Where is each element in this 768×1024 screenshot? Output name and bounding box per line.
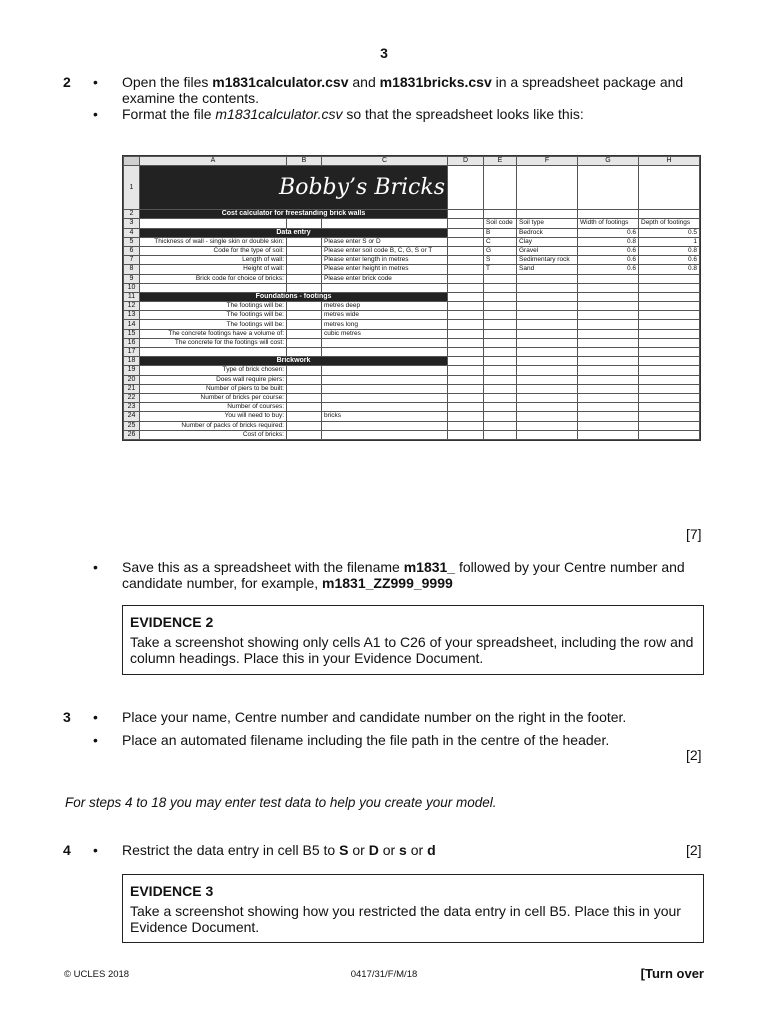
soil-header: Depth of footings: [639, 219, 700, 228]
label-cell: The footings will be:: [140, 311, 287, 320]
cell: [448, 166, 484, 210]
cell: [287, 256, 322, 265]
cell: [639, 393, 700, 402]
cell: [517, 338, 578, 347]
section-data-entry: Data entry: [140, 228, 448, 237]
col-header: C: [322, 157, 448, 166]
label-cell: Type of brick chosen:: [140, 366, 287, 375]
row-header: 22: [124, 393, 140, 402]
cell: [484, 338, 517, 347]
label-cell: The footings will be:: [140, 320, 287, 329]
cell: [578, 210, 639, 219]
q4-value: S: [339, 842, 349, 858]
cell: [287, 246, 322, 255]
row-header: 13: [124, 311, 140, 320]
row-header: 23: [124, 403, 140, 412]
soil-width: 0.6: [578, 265, 639, 274]
cell: [517, 166, 578, 210]
q4-or: or: [378, 842, 400, 858]
cell: [578, 338, 639, 347]
cell: [448, 237, 484, 246]
q3-marks: [2]: [686, 747, 702, 763]
label-cell: Brick code for choice of bricks:: [140, 274, 287, 283]
soil-type: Bedrock: [517, 228, 578, 237]
cell: [484, 430, 517, 439]
label-cell: Does wall require piers:: [140, 375, 287, 384]
label-cell: Number of piers to be built:: [140, 384, 287, 393]
cell: [639, 384, 700, 393]
cell: [639, 274, 700, 283]
cell: [484, 302, 517, 311]
cell: [448, 265, 484, 274]
soil-type: Gravel: [517, 246, 578, 255]
col-header: H: [639, 157, 700, 166]
steps-note: For steps 4 to 18 you may enter test data to help you create your model.: [65, 795, 497, 810]
soil-header: Soil type: [517, 219, 578, 228]
cell: [322, 338, 448, 347]
cell: [484, 348, 517, 357]
cell: [639, 375, 700, 384]
q2-bullet-3: [122, 559, 704, 591]
row-header: 3: [124, 219, 140, 228]
evidence-3-body: Take a screenshot showing how you restricted the data entry in cell B5. Place this in your Evidence Document.: [130, 903, 681, 935]
cell: [322, 421, 448, 430]
bullet-icon: •: [93, 732, 98, 748]
soil-depth: 0.6: [639, 256, 700, 265]
unit-cell: metres long: [322, 320, 448, 329]
row-header: 8: [124, 265, 140, 274]
cell: [448, 283, 484, 292]
bullet-icon: •: [93, 842, 98, 858]
col-header: B: [287, 157, 322, 166]
row-header: 12: [124, 302, 140, 311]
prompt-cell: Please enter soil code B, C, G, S or T: [322, 246, 448, 255]
row-header: 26: [124, 430, 140, 439]
soil-header: Width of footings: [578, 219, 639, 228]
cell: [484, 210, 517, 219]
cell: [639, 430, 700, 439]
cell: [287, 237, 322, 246]
unit-cell: bricks: [322, 412, 448, 421]
q2-b1-file2: m1831bricks.csv: [379, 74, 492, 90]
label-cell: Height of wall:: [140, 265, 287, 274]
soil-width: 0.6: [578, 256, 639, 265]
cell: [578, 412, 639, 421]
question-3-number: 3: [63, 709, 71, 725]
cell: [639, 311, 700, 320]
q4-value: d: [427, 842, 436, 858]
cell: [639, 366, 700, 375]
cell: [287, 348, 322, 357]
col-header: A: [140, 157, 287, 166]
label-cell: Thickness of wall - single skin or double skin:: [140, 237, 287, 246]
cell: [517, 329, 578, 338]
cell: [287, 219, 322, 228]
row-header: 18: [124, 357, 140, 366]
cell: [448, 274, 484, 283]
col-header: F: [517, 157, 578, 166]
cell: [448, 302, 484, 311]
cell: [578, 366, 639, 375]
cell: [140, 283, 287, 292]
cell: [287, 338, 322, 347]
q2-b3-example: m1831_ZZ999_9999: [322, 575, 453, 591]
cell: [517, 210, 578, 219]
q2-b1-mid: and: [348, 74, 380, 90]
cell: [639, 166, 700, 210]
page-number: 3: [380, 45, 388, 61]
cell: [578, 384, 639, 393]
cell: [287, 320, 322, 329]
cell: [448, 228, 484, 237]
col-header: E: [484, 157, 517, 166]
col-header: G: [578, 157, 639, 166]
row-header: 9: [124, 274, 140, 283]
cell: [287, 393, 322, 402]
cell: [448, 320, 484, 329]
cell: [484, 320, 517, 329]
cell: [140, 219, 287, 228]
cell: [578, 302, 639, 311]
cell: [578, 403, 639, 412]
cell: [448, 375, 484, 384]
cell: [578, 283, 639, 292]
cell: [322, 219, 448, 228]
cell: [140, 348, 287, 357]
row-header: 7: [124, 256, 140, 265]
footer-code: 0417/31/F/M/18: [350, 969, 418, 980]
q4-value: s: [399, 842, 407, 858]
soil-type: Sand: [517, 265, 578, 274]
cell: [517, 311, 578, 320]
prompt-cell: Please enter length in metres: [322, 256, 448, 265]
cell: [578, 274, 639, 283]
cell: [517, 430, 578, 439]
cell: [287, 375, 322, 384]
cell: [578, 393, 639, 402]
label-cell: Number of packs of bricks required:: [140, 421, 287, 430]
cell: [484, 166, 517, 210]
q2-b1-pre: Open the files: [122, 74, 213, 90]
cell: [639, 357, 700, 366]
prompt-cell: Please enter height in metres: [322, 265, 448, 274]
row-header: 14: [124, 320, 140, 329]
cell: [578, 430, 639, 439]
q4-text-pre: Restrict the data entry in cell B5 to: [122, 842, 340, 858]
cell: [484, 421, 517, 430]
label-cell: Length of wall:: [140, 256, 287, 265]
bullet-icon: •: [93, 709, 98, 725]
cell: [484, 329, 517, 338]
row-header: 21: [124, 384, 140, 393]
row-header: 19: [124, 366, 140, 375]
evidence-2-body: Take a screenshot showing only cells A1 to C26 of your spreadsheet, including the row and column headings. Place this in your Evidence Document.: [130, 634, 694, 666]
cell: [287, 366, 322, 375]
row-header: 20: [124, 375, 140, 384]
unit-cell: metres deep: [322, 302, 448, 311]
label-cell: Number of courses:: [140, 403, 287, 412]
cell: [448, 210, 484, 219]
q3-bullet-1: Place your name, Centre number and candidate number on the right in the footer.: [122, 709, 627, 725]
cell: [578, 357, 639, 366]
soil-header: Soil code: [484, 219, 517, 228]
label-cell: You will need to buy:: [140, 412, 287, 421]
soil-depth: 0.8: [639, 246, 700, 255]
cell: [448, 366, 484, 375]
cell: [517, 384, 578, 393]
soil-depth: 1: [639, 237, 700, 246]
q2-b2-file: m1831calculator.csv: [215, 106, 343, 122]
cell: [287, 274, 322, 283]
row-header: 17: [124, 348, 140, 357]
cell: [639, 421, 700, 430]
cell: [448, 292, 484, 301]
cell: [578, 320, 639, 329]
cell: [448, 412, 484, 421]
soil-code: T: [484, 265, 517, 274]
q2-b3-filename: m1831_: [403, 559, 456, 575]
cell: [287, 265, 322, 274]
label-cell: The concrete footings have a volume of:: [140, 329, 287, 338]
soil-code: B: [484, 228, 517, 237]
cell: [484, 311, 517, 320]
soil-depth: 0.5: [639, 228, 700, 237]
cell: [639, 320, 700, 329]
cell: [448, 357, 484, 366]
q3-bullet-2: Place an automated filename including the file path in the centre of the header.: [122, 732, 610, 748]
soil-width: 0.6: [578, 228, 639, 237]
cell: [484, 357, 517, 366]
cell: [517, 292, 578, 301]
spreadsheet-image: [122, 155, 701, 441]
q4-value: D: [368, 842, 379, 858]
q4-marks: [2]: [686, 842, 702, 858]
cell: [639, 292, 700, 301]
cell: [322, 430, 448, 439]
question-4-number: 4: [63, 842, 71, 858]
cell: [517, 375, 578, 384]
cell: [484, 384, 517, 393]
cell: [578, 292, 639, 301]
evidence-3-box: [122, 874, 704, 943]
q4-or: or: [348, 842, 369, 858]
q2-b1-file1: m1831calculator.csv: [212, 74, 349, 90]
cell: [322, 393, 448, 402]
cell: [484, 403, 517, 412]
cell: [448, 403, 484, 412]
soil-code: G: [484, 246, 517, 255]
q4-or: or: [406, 842, 428, 858]
cell: [448, 393, 484, 402]
cell: [322, 403, 448, 412]
cell: [287, 403, 322, 412]
cell: [322, 375, 448, 384]
cell: [578, 348, 639, 357]
cell: [517, 366, 578, 375]
section-brickwork: Brickwork: [140, 357, 448, 366]
cell: [287, 329, 322, 338]
soil-width: 0.6: [578, 246, 639, 255]
evidence-2-title: EVIDENCE 2: [130, 614, 214, 630]
cell: [484, 283, 517, 292]
row-header: 6: [124, 246, 140, 255]
cell: [484, 274, 517, 283]
cell: [448, 430, 484, 439]
cell: [448, 219, 484, 228]
cell: [322, 384, 448, 393]
col-header: D: [448, 157, 484, 166]
bullet-icon: •: [93, 559, 98, 575]
q2-b2-pre: Format the file: [122, 106, 216, 122]
cell: [517, 412, 578, 421]
cell: [517, 393, 578, 402]
cell: [448, 256, 484, 265]
cell: [448, 421, 484, 430]
soil-type: Clay: [517, 237, 578, 246]
evidence-3-title: EVIDENCE 3: [130, 883, 214, 899]
sheet-title: Bobby’s Bricks: [140, 166, 448, 210]
cell: [322, 366, 448, 375]
cell: [322, 283, 448, 292]
row-header: 5: [124, 237, 140, 246]
cell: [287, 421, 322, 430]
section-foundations: Foundations - footings: [140, 292, 448, 301]
q2-b1-post: in a spreadsheet package and examine the contents.: [122, 74, 684, 106]
cell: [639, 338, 700, 347]
q2-bullet-2: [122, 106, 704, 122]
cell: [484, 393, 517, 402]
cell: [484, 366, 517, 375]
cell: [578, 375, 639, 384]
label-cell: Number of bricks per course:: [140, 393, 287, 402]
row-header: 2: [124, 210, 140, 219]
cell: [639, 403, 700, 412]
q2-marks: [7]: [686, 526, 702, 542]
cell: [448, 311, 484, 320]
q4-text: [122, 842, 662, 858]
prompt-cell: Please enter S or D: [322, 237, 448, 246]
evidence-2-box: [122, 605, 704, 675]
cell: [517, 421, 578, 430]
cell: [484, 375, 517, 384]
cell: [448, 338, 484, 347]
corner-cell: [124, 157, 140, 166]
question-2-number: 2: [63, 74, 71, 90]
row-header: 11: [124, 292, 140, 301]
cell: [287, 311, 322, 320]
q2-b2-post: so that the spreadsheet looks like this:: [342, 106, 584, 122]
unit-cell: metres wide: [322, 311, 448, 320]
label-cell: Code for the type of soil:: [140, 246, 287, 255]
cell: [639, 329, 700, 338]
bullet-icon: •: [93, 106, 98, 122]
cell: [287, 283, 322, 292]
label-cell: Cost of bricks:: [140, 430, 287, 439]
cell: [484, 292, 517, 301]
cell: [639, 283, 700, 292]
cell: [287, 412, 322, 421]
q2-b3-mid: followed by your Centre number and candidate number, for example,: [122, 559, 685, 591]
turn-over: [Turn over: [640, 966, 704, 981]
label-cell: The footings will be:: [140, 302, 287, 311]
soil-width: 0.8: [578, 237, 639, 246]
sheet-subtitle: Cost calculator for freestanding brick walls: [140, 210, 448, 219]
cell: [517, 348, 578, 357]
label-cell: The concrete for the footings will cost:: [140, 338, 287, 347]
cell: [517, 283, 578, 292]
row-header: 24: [124, 412, 140, 421]
cell: [639, 412, 700, 421]
cell: [517, 302, 578, 311]
soil-code: S: [484, 256, 517, 265]
cell: [448, 246, 484, 255]
row-header: 25: [124, 421, 140, 430]
cell: [639, 302, 700, 311]
cell: [578, 421, 639, 430]
row-header: 10: [124, 283, 140, 292]
cell: [287, 430, 322, 439]
row-header: 16: [124, 338, 140, 347]
soil-depth: 0.8: [639, 265, 700, 274]
prompt-cell: Please enter brick code: [322, 274, 448, 283]
q2-bullet-1: [122, 74, 704, 106]
bullet-icon: •: [93, 74, 98, 90]
cell: [517, 357, 578, 366]
cell: [287, 384, 322, 393]
cell: [484, 412, 517, 421]
row-header: 4: [124, 228, 140, 237]
cell: [517, 320, 578, 329]
footer-copyright: © UCLES 2018: [64, 969, 130, 980]
cell: [448, 329, 484, 338]
cell: [578, 311, 639, 320]
cell: [517, 403, 578, 412]
cell: [578, 329, 639, 338]
cell: [639, 348, 700, 357]
row-header: 1: [124, 166, 140, 210]
cell: [287, 302, 322, 311]
cell: [578, 166, 639, 210]
cell: [517, 274, 578, 283]
cell: [639, 210, 700, 219]
row-header: 15: [124, 329, 140, 338]
soil-type: Sedimentary rock: [517, 256, 578, 265]
cell: [448, 384, 484, 393]
soil-code: C: [484, 237, 517, 246]
q2-b3-pre: Save this as a spreadsheet with the filename: [122, 559, 404, 575]
cell: [448, 348, 484, 357]
unit-cell: cubic metres: [322, 329, 448, 338]
cell: [322, 348, 448, 357]
